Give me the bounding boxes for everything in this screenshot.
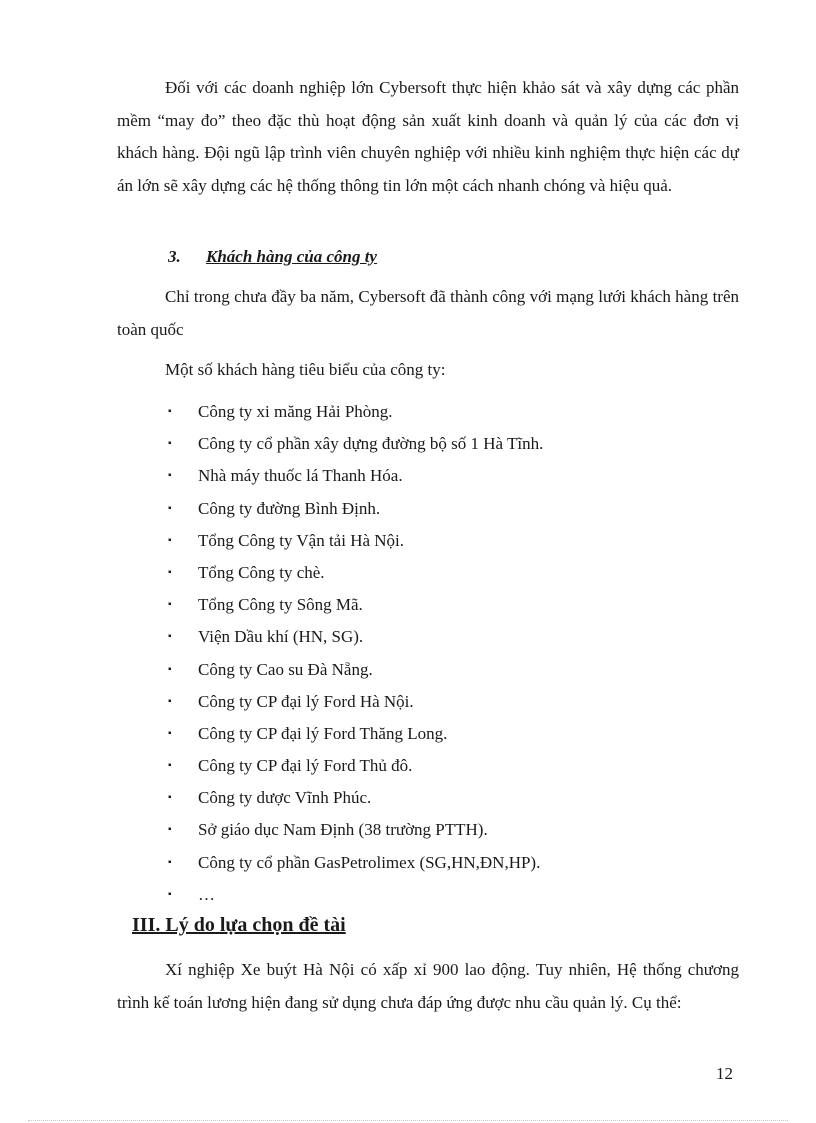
bullet-icon: ▪ <box>168 824 172 836</box>
list-item <box>168 750 543 782</box>
list-item <box>168 814 543 846</box>
section-3-heading <box>168 244 377 270</box>
list-item-text: Tổng Công ty chè. <box>198 562 325 582</box>
section-III-heading: III. Lý do lựa chọn đề tài <box>132 914 346 936</box>
bullet-icon: ▪ <box>168 695 172 707</box>
list-item-text: Công ty CP đại lý Ford Thăng Long. <box>198 723 448 743</box>
paragraph-typical-clients: Một số khách hàng tiêu biểu của công ty: <box>165 360 446 379</box>
list-item-text: Công ty cổ phần GasPetrolimex (SG,HN,ĐN,HP). <box>198 852 541 872</box>
list-item <box>168 493 543 525</box>
bullet-icon: ▪ <box>168 438 172 450</box>
bullet-icon: ▪ <box>168 663 172 675</box>
list-item <box>168 428 543 460</box>
section-3-number: 3. <box>168 247 181 266</box>
list-item <box>168 879 543 911</box>
bullet-icon: ▪ <box>168 566 172 578</box>
paragraph-nationwide-network: Chỉ trong chưa đầy ba năm, Cybersoft đã thành công với mạng lưới khách hàng trên toàn quốc <box>117 287 739 339</box>
list-item <box>168 782 543 814</box>
list-item-text: Công ty CP đại lý Ford Thủ đô. <box>198 756 413 776</box>
list-item-text: Công ty dược Vĩnh Phúc. <box>198 788 372 808</box>
list-item-text: Công ty cổ phần xây dựng đường bộ số 1 Hà Tĩnh. <box>198 434 544 454</box>
list-item-text: Công ty Cao su Đà Nẵng. <box>198 659 373 679</box>
bullet-icon: ▪ <box>168 856 172 868</box>
bullet-icon: ▪ <box>168 888 172 900</box>
client-list <box>168 396 543 911</box>
list-item <box>168 557 543 589</box>
list-item-text: Công ty CP đại lý Ford Hà Nội. <box>198 691 414 711</box>
list-item-text: Sở giáo dục Nam Định (38 trường PTTH). <box>198 820 488 840</box>
bullet-icon: ▪ <box>168 470 172 482</box>
list-item <box>168 718 543 750</box>
bullet-icon: ▪ <box>168 792 172 804</box>
list-item-text: Công ty xi măng Hải Phòng. <box>198 402 393 421</box>
list-item-text: Công ty đường Bình Định. <box>198 498 381 518</box>
list-item-text: … <box>198 884 215 904</box>
list-item <box>168 525 543 557</box>
paragraph-bus-enterprise: Xí nghiệp Xe buýt Hà Nội có xấp xỉ 900 lao động. Tuy nhiên, Hệ thống chương trình kế toán lương hiện đang sử dụng chưa đáp ứng được nhu cầu quản lý. Cụ thể: <box>117 960 739 1012</box>
bullet-icon: ▪ <box>168 534 172 546</box>
list-item-text: Nhà máy thuốc lá Thanh Hóa. <box>198 466 403 486</box>
list-item <box>168 847 543 879</box>
page-number: 12 <box>716 1064 733 1083</box>
bullet-icon: ▪ <box>168 406 172 417</box>
list-item-text: Viện Dầu khí (HN, SG). <box>198 627 364 647</box>
list-item <box>168 460 543 492</box>
bullet-icon: ▪ <box>168 599 172 611</box>
bullet-icon: ▪ <box>168 727 172 739</box>
section-3-title: Khách hàng của công ty <box>206 247 377 266</box>
list-item-text: Tổng Công ty Vận tải Hà Nội. <box>198 530 405 550</box>
bullet-icon: ▪ <box>168 502 172 514</box>
list-item <box>168 621 543 653</box>
list-item <box>168 686 543 718</box>
list-item <box>168 396 543 428</box>
bullet-icon: ▪ <box>168 760 172 772</box>
list-item <box>168 654 543 686</box>
list-item-text: Tổng Công ty Sông Mã. <box>198 595 363 615</box>
bullet-icon: ▪ <box>168 631 172 643</box>
paragraph-large-enterprises: Đối với các doanh nghiệp lớn Cybersoft thực hiện khảo sát và xây dựng các phần mềm “may đo” theo đặc thù hoạt động sản xuất kinh doanh và quản lý của các đơn vị khách hàng. Đội ngũ lập trình viên chuyên nghiệp với nhiều kinh nghiệm thực hiện các dự án lớn sẽ xây dựng các hệ thống thông tin lớn một cách nhanh chóng và hiệu quả. <box>117 78 739 195</box>
list-item <box>168 589 543 621</box>
footer-divider <box>28 1120 788 1121</box>
